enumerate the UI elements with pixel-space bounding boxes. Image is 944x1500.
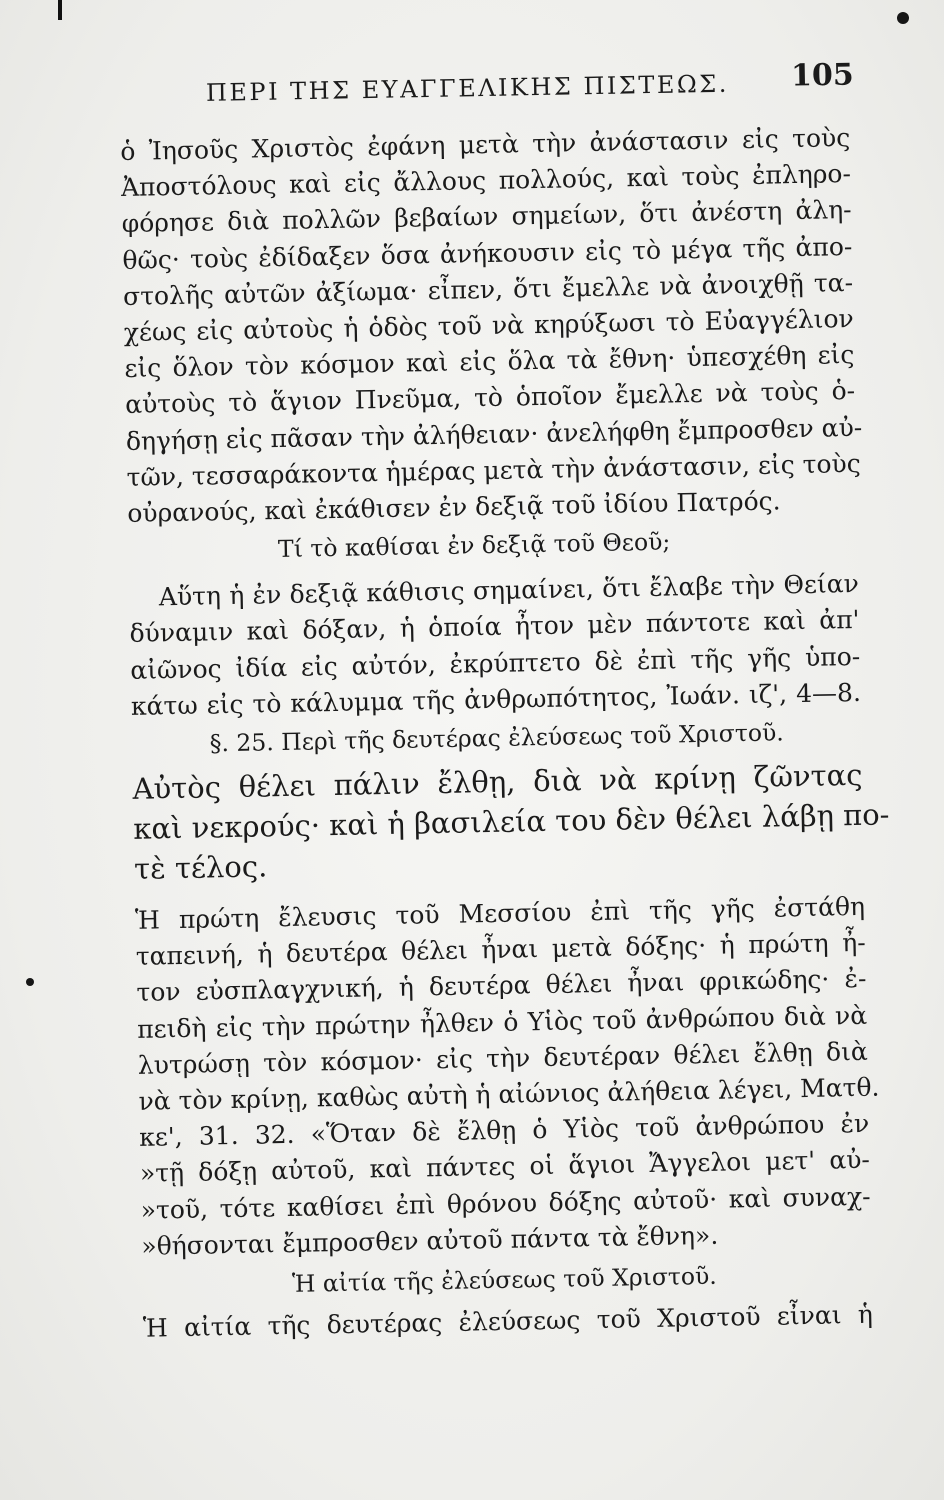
paragraph: [134, 889, 880, 1265]
paragraph: [143, 1297, 874, 1347]
text-line: τῶν, τεσσαράκοντα ἡμέρας μετὰ τὴν ἀνάστασιν, εἰς τοὺς: [126, 448, 861, 492]
ink-spot-left-margin: [26, 978, 34, 986]
text-line: τον εὐσπλαγχνική, ἡ δευτέρα θέλει ἦναι φρικώδης· ἐ-: [136, 964, 867, 1008]
text-line: λυτρώσῃ τὸν κόσμον· εἰς τὴν δευτέραν θέλει ἔλθῃ διὰ: [137, 1036, 869, 1080]
section-heading: §. 25. Περὶ τῆς δευτέρας ἐλεύσεως τοῦ Χριστοῦ.: [209, 718, 784, 758]
lead-paragraph: [132, 755, 890, 889]
text-line: »τοῦ, τότε καθίσει ἐπὶ θρόνου δόξης αὐτοῦ· καὶ συναχ-: [140, 1181, 871, 1225]
text-line: χέως εἰς αὐτοὺς ἡ ὁδὸς τοῦ νὰ κηρύξωσι τὸ Εὐαγγέλιον: [123, 303, 854, 347]
text-line: δύναμιν καὶ δόξαν, ἡ ὁποία ἦτον μὲν πάντοτε καὶ ἀπ': [129, 605, 860, 649]
text-line: οὐρανούς, καὶ ἐκάθισεν ἐν δεξιᾷ τοῦ ἰδίου Πατρός.: [127, 486, 781, 528]
text-line: εἰς ὅλον τὸν κόσμον καὶ εἰς ὅλα τὰ ἔθνη· ὑπεσχέθη εἰς: [124, 340, 855, 384]
page-header: [140, 58, 855, 120]
question-heading: Ἡ αἰτία τῆς ἐλεύσεως τοῦ Χριστοῦ.: [291, 1261, 718, 1298]
question-heading: Τί τὸ καθίσαι ἐν δεξιᾷ τοῦ Θεοῦ;: [277, 527, 671, 564]
page-number: 105: [790, 57, 855, 94]
text-line: νὰ τὸν κρίνῃ, καθὼς αὐτὴ ἡ αἰώνιος ἀλήθεια λέγει, Ματθ.: [138, 1072, 880, 1116]
text-line: κε', 31. 32. «Ὅταν δὲ ἔλθῃ ὁ Υἱὸς τοῦ ἀνθρώπου ἐν: [138, 1109, 870, 1153]
body-text: [120, 120, 890, 1347]
paragraph: [129, 566, 862, 725]
text-line: »τῇ δόξῃ αὐτοῦ, καὶ πάντες οἱ ἅγιοι Ἄγγελοι μετ' αὐ-: [139, 1145, 871, 1189]
text-line: Ἡ αἰτία τῆς δευτέρας ἐλεύσεως τοῦ Χριστοῦ εἶναι ἡ: [142, 1299, 874, 1343]
text-line: θῶς· τοὺς ἐδίδαξεν ὅσα ἀνήκουσιν εἰς τὸ μέγα τῆς ἀπο-: [122, 231, 853, 275]
text-line: Ἡ πρώτη ἔλευσις τοῦ Μεσσίου ἐπὶ τῆς γῆς ἐστάθη: [134, 891, 866, 935]
text-line: καὶ νεκρούς· καὶ ἡ βασιλεία του δὲν θέλει λάβῃ πο-: [133, 797, 890, 846]
text-line: δηγήσῃ εἰς πᾶσαν τὴν ἀλήθειαν· ἀνελήφθη ἔμπροσθεν αὐ-: [125, 412, 863, 456]
text-line: »θήσονται ἔμπροσθεν αὐτοῦ πάντα τὰ ἔθνη».: [141, 1220, 719, 1261]
text-line: πειδὴ εἰς τὴν πρώτην ἦλθεν ὁ Υἱὸς τοῦ ἀνθρώπου διὰ νὰ: [136, 1000, 868, 1044]
text-line: ταπεινή, ἡ δευτέρα θέλει ἦναι μετὰ δόξης· ἡ πρώτη ἦ-: [135, 928, 866, 972]
ink-spot-top-right: [897, 12, 909, 24]
text-line: κάτω εἰς τὸ κάλυμμα τῆς ἀνθρωπότητος, Ἰωάν. ιζ', 4—8.: [130, 677, 862, 721]
text-line: αἰῶνος ἰδία εἰς αὐτόν, ἐκρύπτετο δὲ ἐπὶ τῆς γῆς ὑπο-: [130, 641, 861, 685]
text-line: ὁ Ἰησοῦς Χριστὸς ἐφάνη μετὰ τὴν ἀνάστασιν εἰς τοὺς: [120, 122, 851, 166]
paragraph: [120, 120, 863, 532]
text-line: Αὕτη ἡ ἐν δεξιᾷ κάθισις σημαίνει, ὅτι ἔλαβε τὴν Θείαν: [158, 569, 860, 612]
edge-mark: [58, 0, 62, 20]
text-line: αὐτοὺς τὸ ἅγιον Πνεῦμα, τὸ ὁποῖον ἔμελλε νὰ τοὺς ὁ-: [124, 376, 856, 420]
text-line: Ἀποστόλους καὶ εἰς ἄλλους πολλούς, καὶ τοὺς ἐπληρο-: [120, 159, 852, 203]
text-line: Αὐτὸς θέλει πάλιν ἔλθῃ, διὰ νὰ κρίνῃ ζῶντας: [132, 757, 863, 806]
running-head: ΠΕΡΙ ΤΗΣ ΕΥΑΓΓΕΛΙΚΗΣ ΠΙΣΤΕΩΣ.: [205, 69, 730, 107]
text-line: τὲ τέλος.: [133, 849, 268, 886]
text-line: φόρησε διὰ πολλῶν βεβαίων σημείων, ὅτι ἀνέστη ἀλη-: [121, 195, 852, 239]
text-line: στολῆς αὐτῶν ἀξίωμα· εἶπεν, ὅτι ἔμελλε νὰ ἀνοιχθῇ τα-: [122, 267, 854, 311]
